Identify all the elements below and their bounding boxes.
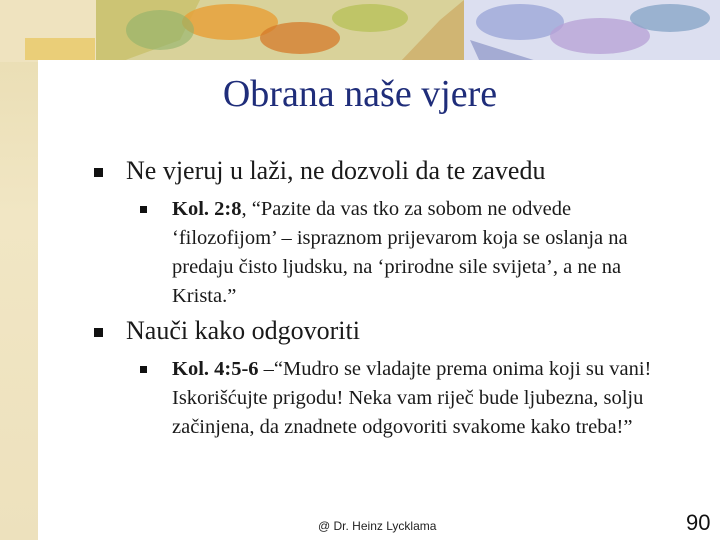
bullet-1-text: Ne vjeruj u laži, ne dozvoli da te zavedu — [126, 156, 546, 185]
sub-bullet-1 — [172, 195, 672, 311]
footer-author: @ Dr. Heinz Lycklama — [318, 519, 437, 533]
decorative-banner — [0, 0, 720, 62]
bullet-2-text: Nauči kako odgovoriti — [126, 316, 360, 345]
page-number: 90 — [686, 510, 711, 535]
bullet-marker — [94, 168, 103, 177]
scripture-reference: Kol. 2:8 — [172, 198, 242, 220]
sub-bullet-2 — [172, 355, 672, 442]
scripture-quote: –“Mudro se vladajte prema onima koji su vani! Iskorišćujte prigodu! Neka vam riječ bude ljubezna, solju začinjena, da znadnete odgovoriti svakome kako treba!” — [172, 358, 652, 438]
sub-bullet-marker — [140, 206, 147, 213]
sub-bullet-marker — [140, 366, 147, 373]
bullet-marker — [94, 328, 103, 337]
scripture-reference: Kol. 4:5-6 — [172, 358, 259, 380]
slide-title: Obrana naše vjere — [222, 73, 498, 115]
scripture-quote: , “Pazite da vas tko za sobom ne odvede ‘filozofijom’ – ispraznom prijevarom koja se oslanja na predaju čisto ljudsku, na ‘prirodne sile svijeta’, a ne na Krista.” — [172, 198, 628, 307]
